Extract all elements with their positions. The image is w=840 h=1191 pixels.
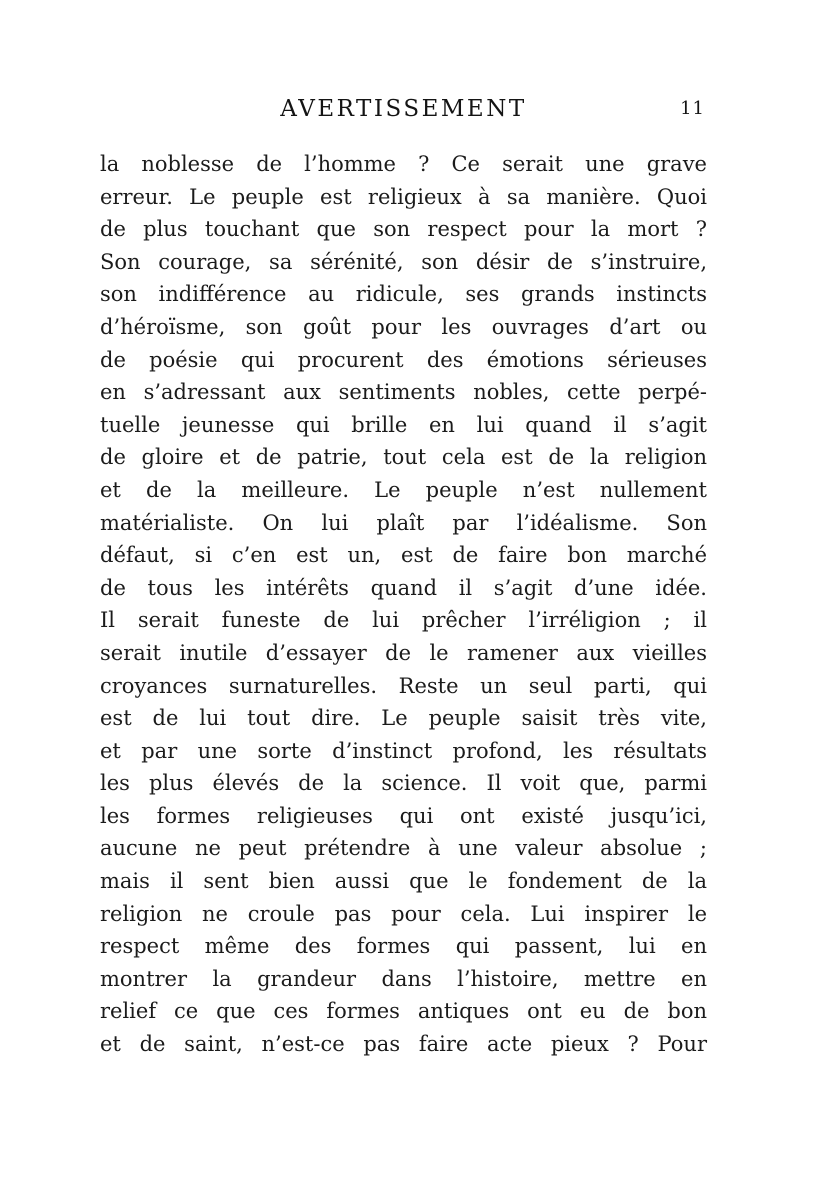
text-line: tuelle jeunesse qui brille en lui quand il s’agit <box>100 412 707 437</box>
text-line: montrer la grandeur dans l’histoire, mettre en <box>100 966 707 991</box>
text-line: mais il sent bien aussi que le fondement de la <box>100 869 707 894</box>
text-line: les formes religieuses qui ont existé jusqu’ici, <box>100 803 707 828</box>
text-block <box>100 94 707 1061</box>
text-line: son indifférence au ridicule, ses grands instincts <box>100 282 707 307</box>
page-number: 11 <box>680 98 705 119</box>
text-line: croyances surnaturelles. Reste un seul parti, qui <box>100 673 707 698</box>
text-line: de poésie qui procurent des émotions sérieuses <box>100 347 707 372</box>
text-line: religion ne croule pas pour cela. Lui inspirer le <box>100 901 707 926</box>
text-line: respect même des formes qui passent, lui en <box>100 934 707 959</box>
text-line: aucune ne peut prétendre à une valeur absolue ; <box>100 836 707 861</box>
text-line: de gloire et de patrie, tout cela est de la religion <box>100 445 707 470</box>
text-line: défaut, si c’en est un, est de faire bon marché <box>100 543 707 568</box>
running-header <box>100 94 707 124</box>
text-line: la noblesse de l’homme ? Ce serait une grave <box>100 152 707 176</box>
text-line: et de saint, n’est-ce pas faire acte pieux ? Pour <box>100 1032 707 1057</box>
text-line: erreur. Le peuple est religieux à sa manière. Quoi <box>100 184 707 209</box>
running-header-title: AVERTISSEMENT <box>280 96 527 122</box>
text-line: et par une sorte d’instinct profond, les résultats <box>100 738 707 763</box>
text-line: est de lui tout dire. Le peuple saisit très vite, <box>100 706 707 731</box>
text-line: de tous les intérêts quand il s’agit d’une idée. <box>100 575 707 600</box>
text-line: et de la meilleure. Le peuple n’est nullement <box>100 477 707 502</box>
text-line: Il serait funeste de lui prêcher l’irréligion ; il <box>100 608 707 633</box>
page-body <box>100 148 707 1061</box>
text-line: d’héroïsme, son goût pour les ouvrages d’art ou <box>100 314 707 339</box>
text-line: matérialiste. On lui plaît par l’idéalisme. Son <box>100 510 707 535</box>
text-line: relief ce que ces formes antiques ont eu de bon <box>100 999 707 1024</box>
text-line: en s’adressant aux sentiments nobles, cette perpé- <box>100 380 707 405</box>
text-line: serait inutile d’essayer de le ramener aux vieilles <box>100 640 707 665</box>
text-line: les plus élevés de la science. Il voit que, parmi <box>100 771 707 796</box>
text-line: Son courage, sa sérénité, son désir de s’instruire, <box>100 249 707 274</box>
text-line: de plus touchant que son respect pour la mort ? <box>100 217 707 242</box>
